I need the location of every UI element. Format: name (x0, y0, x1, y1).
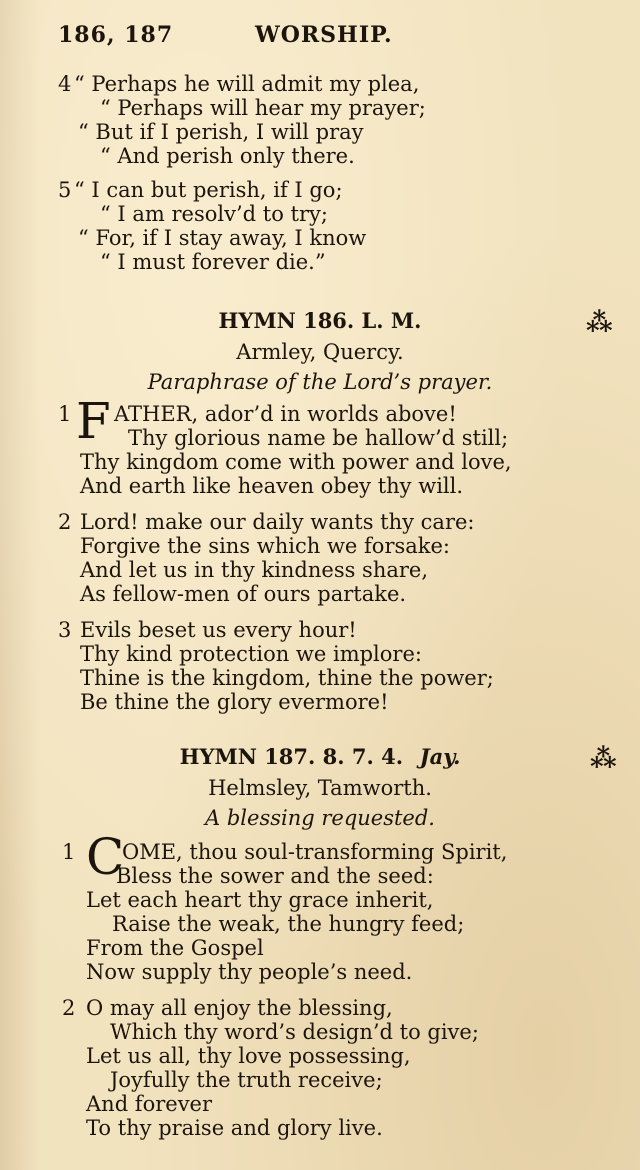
verse-line: “ Perhaps he will admit my plea, (74, 72, 420, 96)
verse-line: Which thy word’s design’d to give; (110, 1020, 479, 1044)
verse-line: Thy kind protection we implore: (80, 642, 422, 666)
verse-line: And forever (86, 1092, 213, 1116)
verse-line: And let us in thy kindness share, (80, 558, 429, 582)
verse-line: Let us all, thy love possessing, (86, 1044, 411, 1068)
verse-line: Bless the sower and the seed: (116, 864, 434, 888)
verse-line: “ And perish only there. (100, 144, 355, 168)
stanza-number: 2 (62, 996, 76, 1020)
hymn-title (0, 744, 640, 769)
verse-line: “ I must forever die.” (100, 250, 326, 274)
stanza-number: 3 (58, 618, 72, 642)
verse-line: Let each heart thy grace inherit, (86, 888, 434, 912)
verse-line: Now supply thy people’s need. (86, 960, 413, 984)
hymn-subject: A blessing requested. (205, 806, 435, 830)
drop-cap: C (86, 828, 125, 886)
stanza-number: 2 (58, 510, 72, 534)
hymn-subject: Paraphrase of the Lord’s prayer. (147, 370, 493, 394)
verse-line: “ But if I perish, I will pray (78, 120, 364, 144)
stanza-number: 1 (62, 840, 76, 864)
verse-line: To thy praise and glory live. (86, 1116, 383, 1140)
verse-line: Thy kingdom come with power and love, (80, 450, 512, 474)
asterism-icon: ⁂ (586, 308, 613, 338)
verse-line: OME, thou soul-transforming Spirit, (122, 840, 508, 864)
verse-line: Be thine the glory evermore! (80, 690, 389, 714)
verse-line: Forgive the sins which we forsake: (80, 534, 451, 558)
verse-line: “ I can but perish, if I go; (74, 178, 343, 202)
asterism-icon: ⁂ (590, 744, 617, 774)
page-numbers: 186, 187 (58, 22, 174, 48)
verse-line: “ I am resolv’d to try; (100, 202, 328, 226)
verse-line: Thy glorious name be hallow’d still; (128, 426, 509, 450)
stanza-number: 5 (58, 178, 72, 202)
verse-line: Raise the weak, the hungry feed; (112, 912, 465, 936)
verse-line: “ For, if I stay away, I know (78, 226, 367, 250)
stanza-number: 1 (58, 402, 72, 426)
tune-names: Helmsley, Tamworth. (208, 776, 432, 800)
verse-line: From the Gospel (86, 936, 264, 960)
verse-line: ATHER, ador’d in worlds above! (114, 402, 457, 426)
verse-line: And earth like heaven obey thy will. (80, 474, 464, 498)
verse-line: As fellow-men of ours partake. (80, 582, 407, 606)
tune-names: Armley, Quercy. (236, 340, 404, 364)
verse-line: Lord! make our daily wants thy care: (80, 510, 475, 534)
verse-line: Joyfully the truth receive; (110, 1068, 383, 1092)
verse-line: Evils beset us every hour! (80, 618, 357, 642)
running-title: WORSHIP. (255, 22, 393, 48)
hymn-author: Jay. (419, 744, 461, 769)
drop-cap: F (76, 392, 111, 450)
verse-line: Thine is the kingdom, thine the power; (80, 666, 494, 690)
stanza-number: 4 (58, 72, 72, 96)
hymn-title: HYMN 186. L. M. (218, 308, 422, 333)
verse-line: “ Perhaps will hear my prayer; (100, 96, 426, 120)
verse-line: O may all enjoy the blessing, (86, 996, 393, 1020)
hymn-title-text: HYMN 187. 8. 7. 4. (179, 744, 404, 769)
